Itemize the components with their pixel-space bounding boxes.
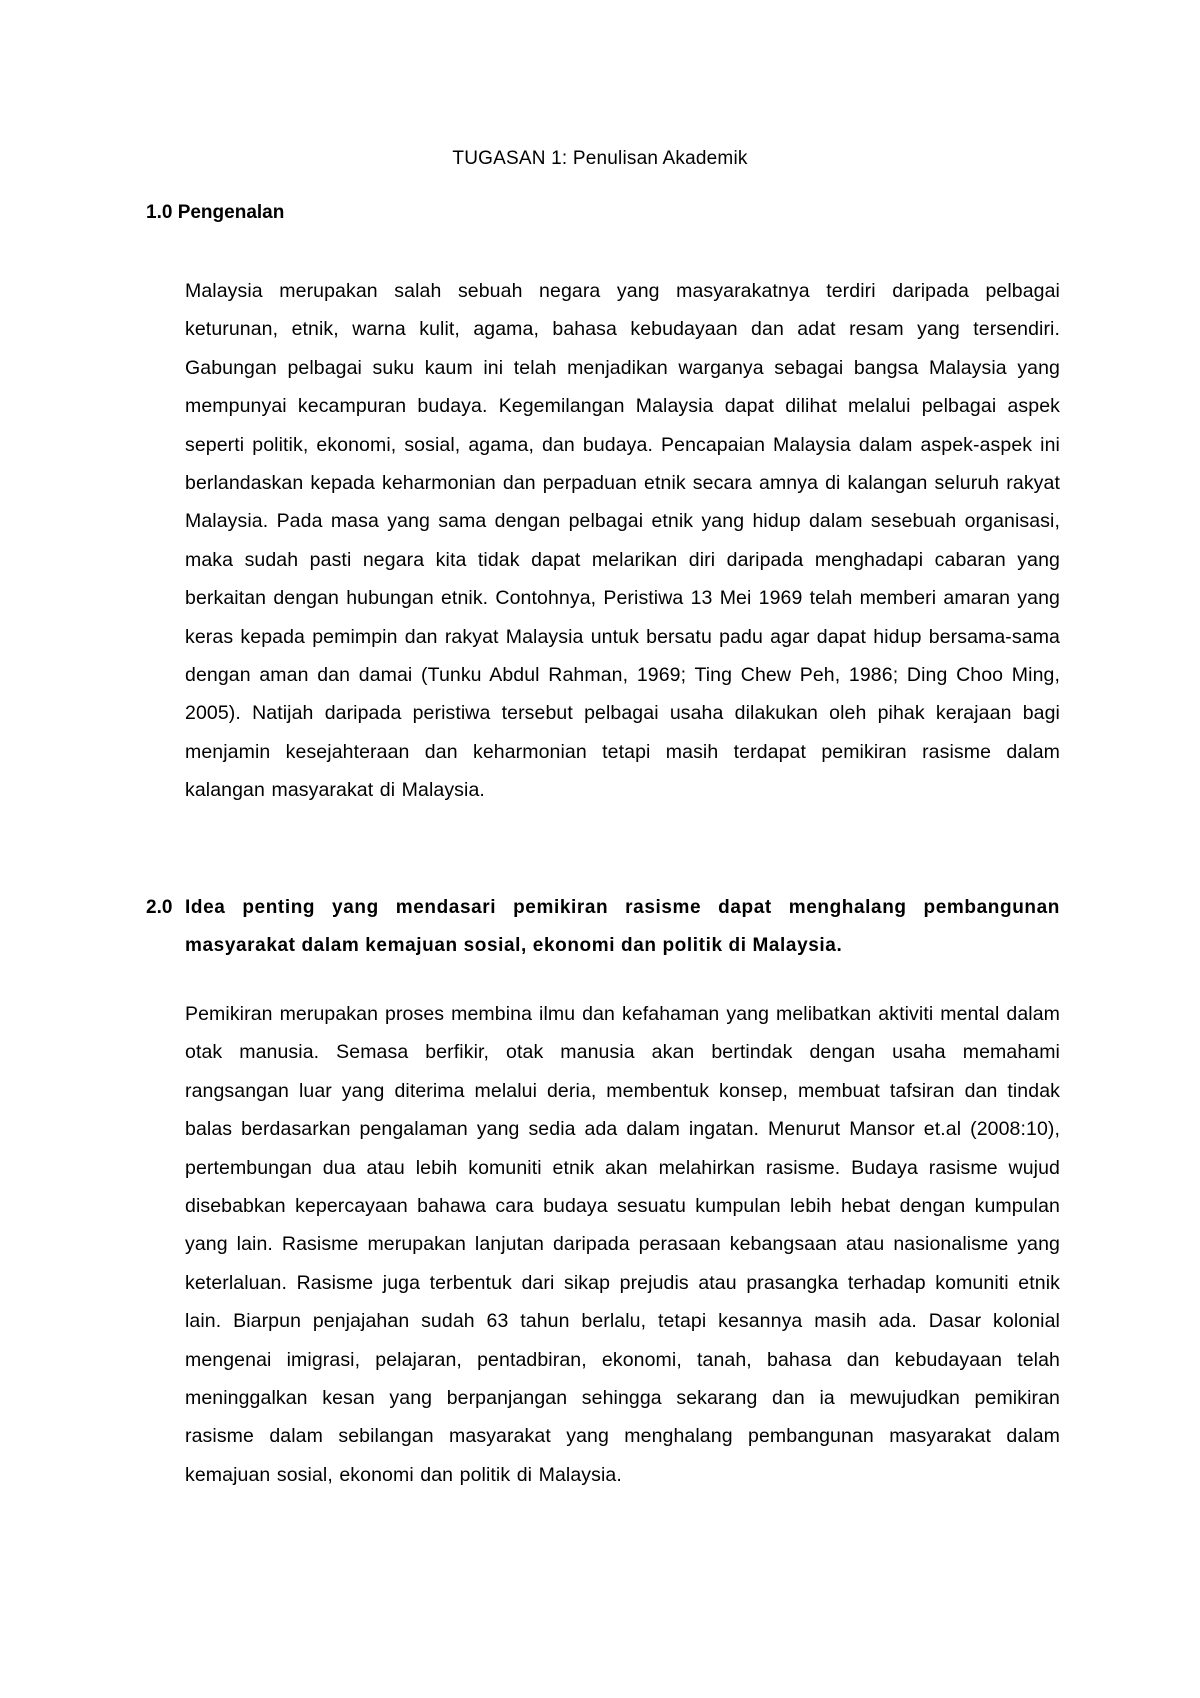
- document-title: TUGASAN 1: Penulisan Akademik: [452, 148, 748, 169]
- section-2-heading: Idea penting yang mendasari pemikiran rasisme dapat menghalang pembangunan masyarakat dalam kemajuan sosial, ekonomi dan politik di Malaysia.: [185, 897, 1060, 956]
- section-2-paragraph: Pemikiran merupakan proses membina ilmu dan kefahaman yang melibatkan aktiviti mental dalam otak manusia. Semasa berfikir, otak manusia akan bertindak dengan usaha memahami rangsangan luar yang diterima melalui deria, membentuk konsep, membuat tafsiran dan tindak balas berdasarkan pengalaman yang sedia ada dalam ingatan. Menurut Mansor et.al (2008:10), pertembungan dua atau lebih komuniti etnik akan melahirkan rasisme. Budaya rasisme wujud disebabkan kepercayaan bahawa cara budaya sesuatu kumpulan lebih hebat dengan kumpulan yang lain. Rasisme merupakan lanjutan daripada perasaan kebangsaan atau nasionalisme yang keterlaluan. Rasisme juga terbentuk dari sikap prejudis atau prasangka terhadap komuniti etnik lain. Biarpun penjajahan sudah 63 tahun berlalu, tetapi kesannya masih ada. Dasar kolonial mengenai imigrasi, pelajaran, pentadbiran, ekonomi, tanah, bahasa dan kebudayaan telah meninggalkan kesan yang berpanjangan sehingga sekarang dan ia mewujudkan pemikiran rasisme dalam sebilangan masyarakat yang menghalang pembangunan masyarakat dalam kemajuan sosial, ekonomi dan politik di Malaysia.: [185, 1003, 1060, 1486]
- section-2-number: 2.0: [146, 897, 173, 918]
- section-1-paragraph: Malaysia merupakan salah sebuah negara yang masyarakatnya terdiri daripada pelbagai keturunan, etnik, warna kulit, agama, bahasa kebudayaan dan adat resam yang tersendiri. Gabungan pelbagai suku kaum ini telah menjadikan warganya sebagai bangsa Malaysia yang mempunyai kecampuran budaya. Kegemilangan Malaysia dapat dilihat melalui pelbagai aspek seperti politik, ekonomi, sosial, agama, dan budaya. Pencapaian Malaysia dalam aspek-aspek ini berlandaskan kepada keharmonian dan perpaduan etnik secara amnya di kalangan seluruh rakyat Malaysia. Pada masa yang sama dengan pelbagai etnik yang hidup dalam sesebuah organisasi, maka sudah pasti negara kita tidak dapat melarikan diri daripada menghadapi cabaran yang berkaitan dengan hubungan etnik. Contohnya, Peristiwa 13 Mei 1969 telah memberi amaran yang keras kepada pemimpin dan rakyat Malaysia untuk bersatu padu agar dapat hidup bersama-sama dengan aman dan damai (Tunku Abdul Rahman, 1969; Ting Chew Peh, 1986; Ding Choo Ming, 2005). Natijah daripada peristiwa tersebut pelbagai usaha dilakukan oleh pihak kerajaan bagi menjamin kesejahteraan dan keharmonian tetapi masih terdapat pemikiran rasisme dalam kalangan masyarakat di Malaysia.: [185, 280, 1060, 802]
- section-1-heading: 1.0 Pengenalan: [146, 202, 285, 223]
